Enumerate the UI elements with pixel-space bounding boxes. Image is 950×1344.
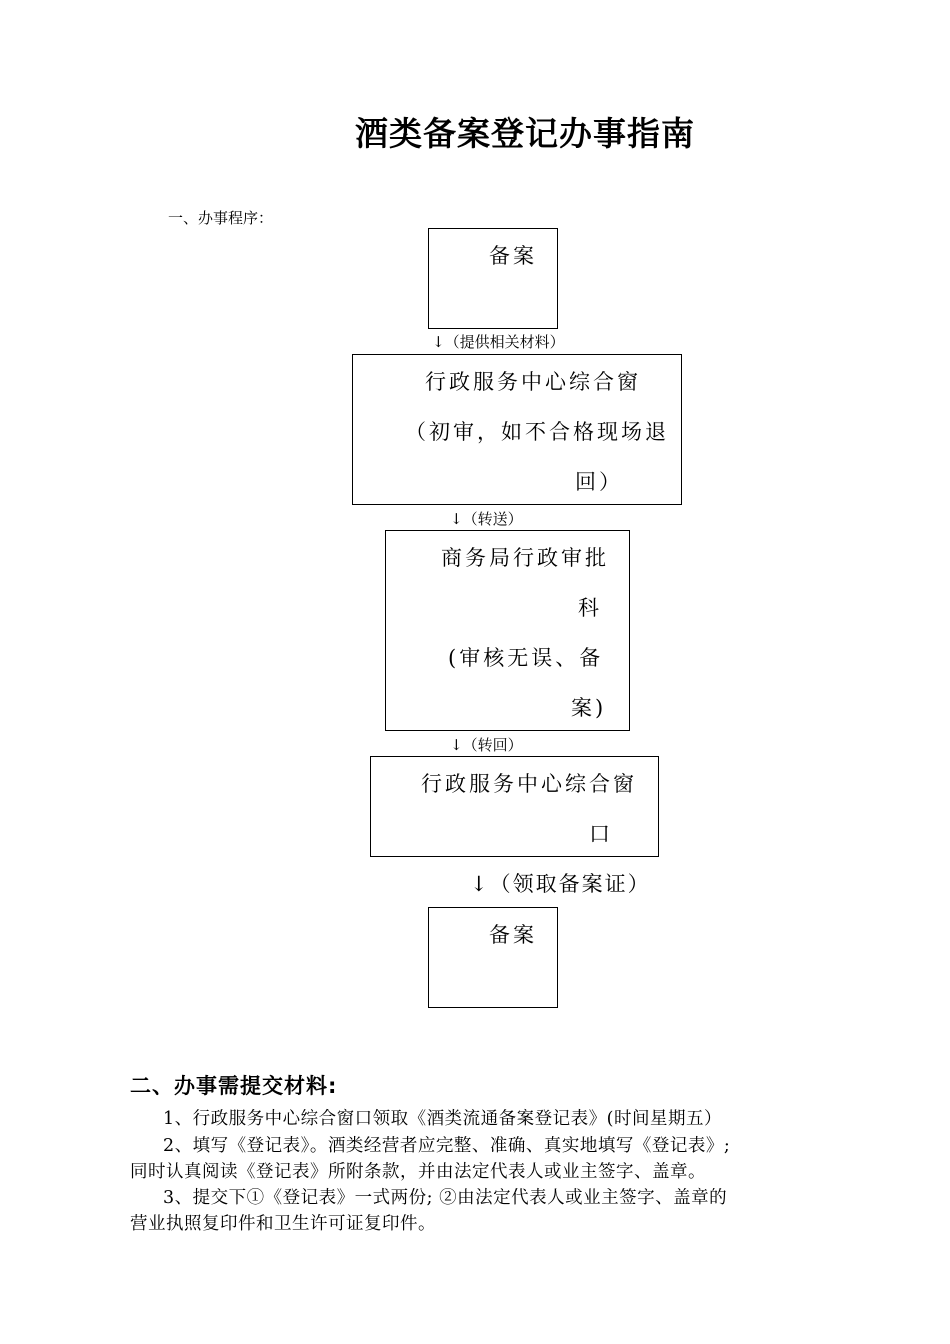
flow-box-start-label: 备案 [489,244,537,268]
flow-box-admin-center-review [352,354,682,505]
flow-box-commerce-line3: (审核无误、备 [448,646,604,670]
page-title: 酒类备案登记办事指南 [355,114,695,153]
material-item-2-line1: 2、填写《登记表》。酒类经营者应完整、准确、真实地填写《登记表》; [163,1136,731,1156]
material-item-3-line1: 3、提交下①《登记表》一式两份; ②由法定代表人或业主签字、盖章的 [163,1188,728,1208]
flow-box-commerce-line4: 案) [571,696,607,720]
flow-box-admin-center-line3: 回） [575,470,623,494]
section-2-heading: 二、办事需提交材料: [130,1074,338,1098]
flow-arrow-3: ↓（转回） [450,736,523,754]
flow-box-window-line2: 口 [589,822,613,846]
flow-box-window-line1: 行政服务中心综合窗 [421,772,637,796]
flow-box-start [428,228,558,329]
flow-box-commerce-bureau [385,530,630,731]
flow-arrow-2: ↓（转送） [450,510,523,528]
flow-box-admin-center-line2: （初审，如不合格现场退 [405,420,669,444]
flow-box-admin-center-window [370,756,659,857]
flow-box-end-label: 备案 [489,923,537,947]
flow-box-commerce-line2: 科 [578,596,602,620]
flow-box-admin-center-line1: 行政服务中心综合窗 [425,370,641,394]
material-item-1: 1、行政服务中心综合窗口领取《酒类流通备案登记表》(时间星期五） [163,1109,722,1129]
flow-arrow-4: ↓（领取备案证） [470,872,651,896]
material-item-2-line2: 同时认真阅读《登记表》所附条款，并由法定代表人或业主签字、盖章。 [130,1162,706,1182]
flow-box-end [428,907,558,1008]
flow-box-commerce-line1: 商务局行政审批 [441,546,609,570]
section-1-heading: 一、办事程序： [168,209,274,227]
material-item-3-line2: 营业执照复印件和卫生许可证复印件。 [130,1214,436,1234]
flow-arrow-1: ↓（提供相关材料） [432,333,565,351]
